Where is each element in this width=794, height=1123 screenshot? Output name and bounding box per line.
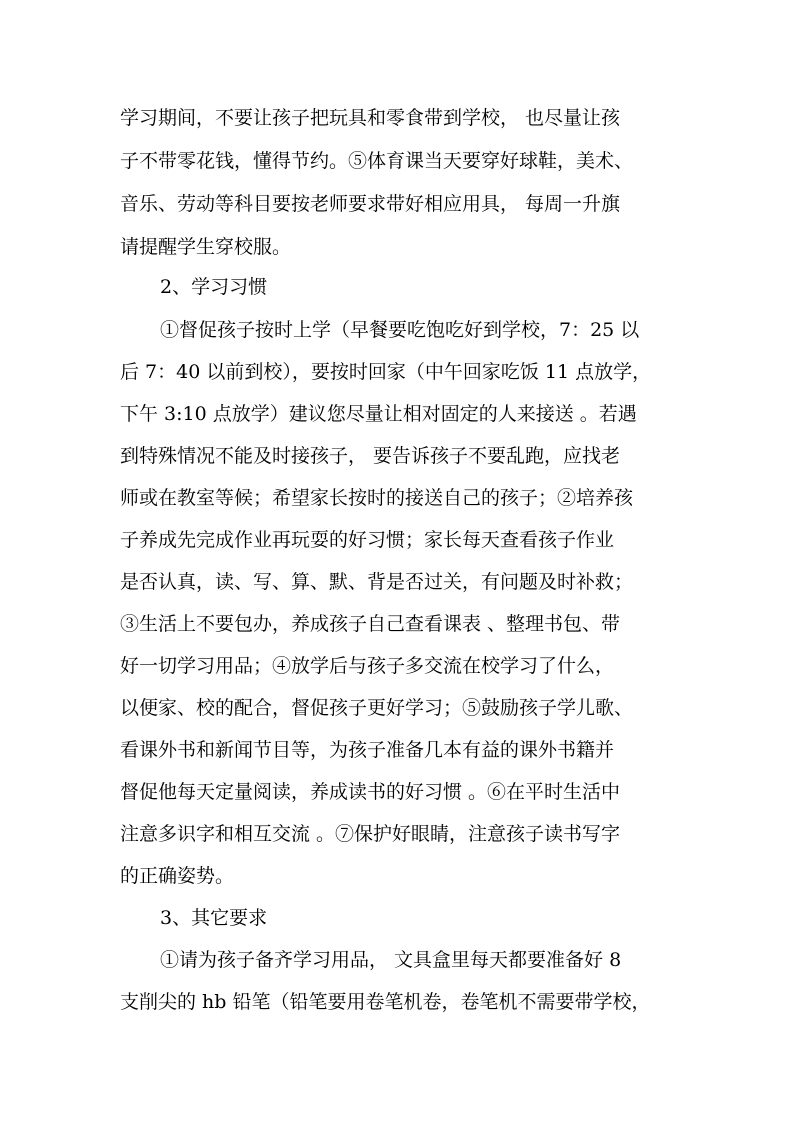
text-line: 是否认真，读、写、算、默、背是否过关，有问题及时补救； bbox=[120, 571, 634, 593]
text-line: 支削尖的 hb 铅笔（铅笔要用卷笔机卷，卷笔机不需要带学校， bbox=[120, 991, 651, 1013]
text-line: 督促他每天定量阅读，养成读书的好习惯 。⑥在平时生活中 bbox=[120, 781, 621, 803]
text-line: 音乐、劳动等科目要按老师要求带好相应用具， 每周一升旗 bbox=[120, 193, 621, 215]
text-line: ③生活上不要包办，养成孩子自己查看课表 、整理书包、带 bbox=[120, 613, 621, 635]
text-line: 子养成先完成作业再玩耍的好习惯；家长每天查看孩子作业 bbox=[120, 529, 615, 551]
text-line: 注意多识字和相互交流 。⑦保护好眼睛，注意孩子读书写字 bbox=[120, 823, 621, 845]
section-heading: 2、学习习惯 bbox=[160, 276, 268, 298]
text-line: 后 7：40 以前到校），要按时回家（中午回家吃饭 11 点放学， bbox=[120, 361, 652, 383]
text-line: 子不带零花钱，懂得节约。⑤体育课当天要穿好球鞋，美术、 bbox=[120, 150, 634, 172]
text-line: 师或在教室等候；希望家长按时的接送自己的孩子；②培养孩 bbox=[120, 487, 634, 509]
section-heading: 3、其它要求 bbox=[160, 907, 268, 929]
text-line: 学习期间，不要让孩子把玩具和零食带到学校， 也尽量让孩 bbox=[120, 107, 621, 129]
text-line: 的正确姿势。 bbox=[120, 865, 235, 887]
text-line: ①请为孩子备齐学习用品， 文具盒里每天都要准备好 8 bbox=[160, 949, 622, 971]
text-line: 好一切学习用品；④放学后与孩子多交流在校学习了什么， bbox=[120, 655, 615, 677]
text-line: 请提醒学生穿校服。 bbox=[120, 236, 292, 258]
text-line: 下午 3:10 点放学）建议您尽量让相对固定的人来接送 。若遇 bbox=[120, 403, 637, 425]
text-line: 看课外书和新闻节目等，为孩子准备几本有益的课外书籍并 bbox=[120, 739, 615, 761]
text-line: 以便家、校的配合，督促孩子更好学习；⑤鼓励孩子学儿歌、 bbox=[120, 697, 634, 719]
text-line: 到特殊情况不能及时接孩子， 要告诉孩子不要乱跑，应找老 bbox=[120, 445, 621, 467]
text-line: ①督促孩子按时上学（早餐要吃饱吃好到学校，7：25 以 bbox=[160, 319, 640, 341]
